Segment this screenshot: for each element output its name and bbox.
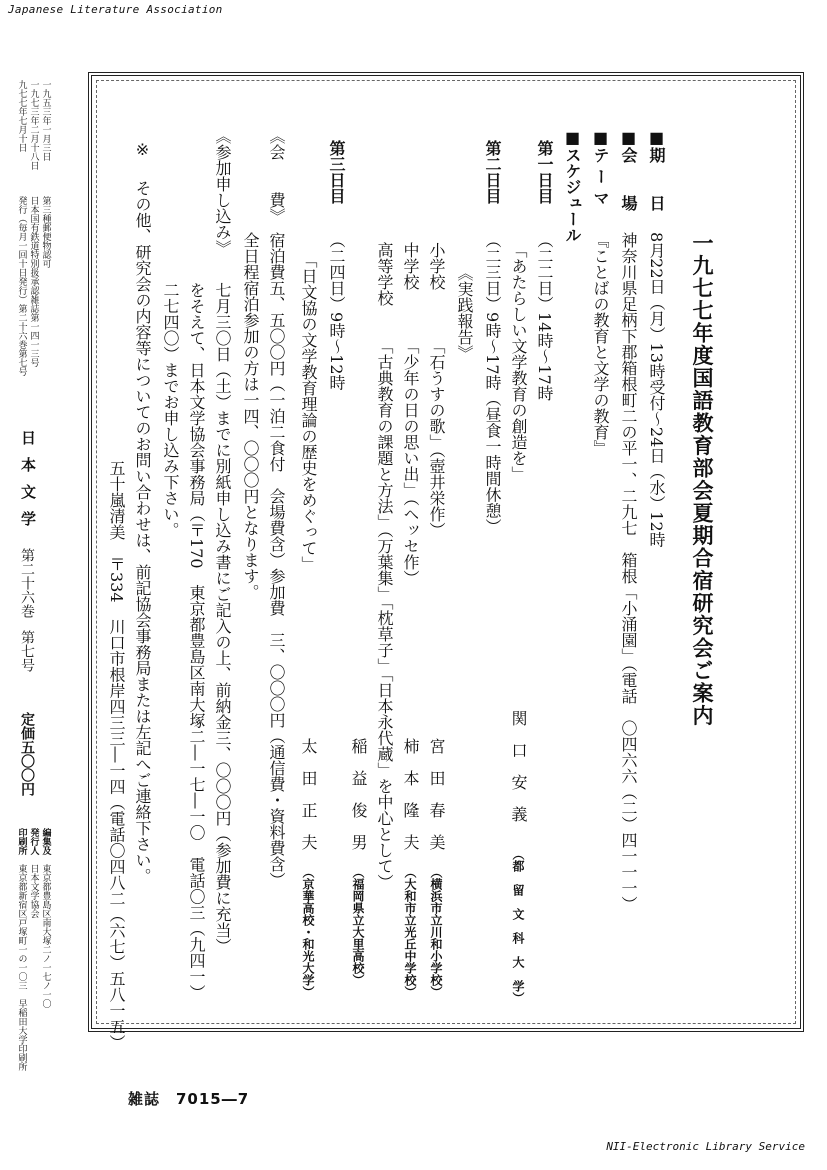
apply-label: 《参加申し込み》 [213,128,232,256]
sidebar-reg: 発行（毎月一回十日発行）第二十六巻第七号 [16,196,27,376]
schedule-label: ■スケジュール [563,128,582,243]
fee-line1: 宿泊費五、五〇〇円（一泊二食付 会場費含）参加費 三、〇〇〇円（通信費・資料費含） [267,232,286,888]
apply-line3: 二七四〇）までお申し込み下さい。 [161,282,180,538]
report3-level: 高等学校 [375,242,394,306]
venue-label: ■会 場 [619,128,638,211]
sidebar-date: 一九七三年二月十八日 [28,80,39,170]
footer-service-label: NII-Electronic Library Service [606,1140,805,1153]
period-value: 8月22日（月）13時受付～24日（水）12時 [647,232,666,548]
apply-line2: をそえて、日本文学協会事務局（〒170 東京都豊島区南大塚二―一七―一〇 電話〇三（九四一） [187,282,206,1001]
journal-volume: 第二十六巻 [19,548,35,618]
note-mark: ※ [133,140,152,159]
journal-title-char: 本 [19,457,37,472]
day3-label: 第三日目 [327,140,346,204]
report2-level: 中学校 [401,242,420,290]
day2-time: （二三日）9時～17時（昼食一時間休憩） [483,232,502,535]
day2-label: 第二日目 [483,140,502,204]
report1-affil: （横浜市立川和小学校） [429,866,443,998]
notice-title: 一九七七年度国語教育部会夏期合宿研究会ご案内 [690,232,715,727]
note-line2: 五十嵐清美 〒334 川口市根岸四三三―一四（電話〇四八二（六七）五八一五） [107,460,126,1051]
report2-talk: 「少年の日の思い出」（ヘッセ作） [401,338,420,586]
journal-title-char: 学 [19,511,37,526]
publisher-line: 東京都新宿区戸塚町一の一〇三 早稲田大学印刷所 [16,864,27,1071]
report1-speaker: 宮 田 春 美 [427,738,446,850]
day3-time: （二四日）9時～12時 [327,232,346,391]
day1-speaker: 関 口 安 義 [509,710,528,822]
sidebar-reg: 日本国有鉄道特別扱承認雑誌第一四一三号 [28,196,39,367]
journal-title-char: 文 [19,484,37,499]
day3-talk: 「日文協の文学教育理論の歴史をめぐって」 [299,252,318,572]
sidebar-date: 九七七年七月十日 [16,80,27,152]
venue-value: 神奈川県足柄下郡箱根町二の平一、二九七 箱根「小涌園」（電話 〇四六六（二）四一一一） [619,232,638,912]
publisher-line: 東京都豊島区南大塚二ノ一七ノ一〇 [40,864,51,1008]
apply-line1: 七月三〇日（土）までに別紙申し込み書にご記入の上、前納金三、〇〇〇円（参加費に充当） [213,282,232,954]
sidebar-date: 一九五三年一月三日 [40,80,51,161]
journal-price: 定価五〇〇円 [19,712,35,796]
day1-talk: 「あたらしい文学教育の創造を」 [509,242,528,482]
practice-heading: 《実践報告》 [455,265,474,361]
journal-title-char: 日 [19,430,37,445]
fee-label: 《会 費》 [267,128,286,224]
day3-affil: （京華高校・和光大学） [301,866,315,998]
period-label: ■期 日 [647,128,666,211]
theme-label: ■テ ー マ [591,128,610,207]
day1-label: 第一日目 [535,140,554,204]
day3-speaker: 太 田 正 夫 [299,738,318,850]
publisher-label: 編集及 [40,828,51,855]
day1-time: （二二日）14時～17時 [535,232,554,401]
day1-affil: （都 留 文 科 大 学） [511,848,525,1004]
publisher-label: 発行人 [28,828,39,855]
report1-level: 小学校 [427,242,446,290]
report2-speaker: 柿 本 隆 夫 [401,738,420,850]
report3-affil: （福岡県立大里高校） [351,866,365,986]
journal-issue: 第七号 [19,630,35,672]
publisher-label: 印刷所 [16,828,27,855]
header-label: Japanese Literature Association [8,3,223,16]
report1-talk: 「石うすの歌」（壺井栄作） [427,338,446,538]
sidebar-reg: 第三種郵便物認可 [40,196,51,268]
report3-talk: 「古典教育の課題と方法」（万葉集」「枕草子」「日本永代蔵」を中心として） [375,338,394,890]
fee-line2: 全日程宿泊参加の方は一四、〇〇〇円となります。 [241,232,260,600]
note-line1: その他、研究会の内容等についてのお問い合わせは、前記協会事務局または左記へご連絡下さい。 [133,180,152,884]
report2-affil: （大和市立光丘中学校） [403,866,417,998]
publisher-line: 日本文学協会 [28,864,39,918]
magazine-code: 雑誌 7015―7 [128,1090,250,1108]
report3-speaker: 稲 益 俊 男 [349,738,368,850]
theme-value: 『ことばの教育と文学の教育』 [591,232,610,456]
